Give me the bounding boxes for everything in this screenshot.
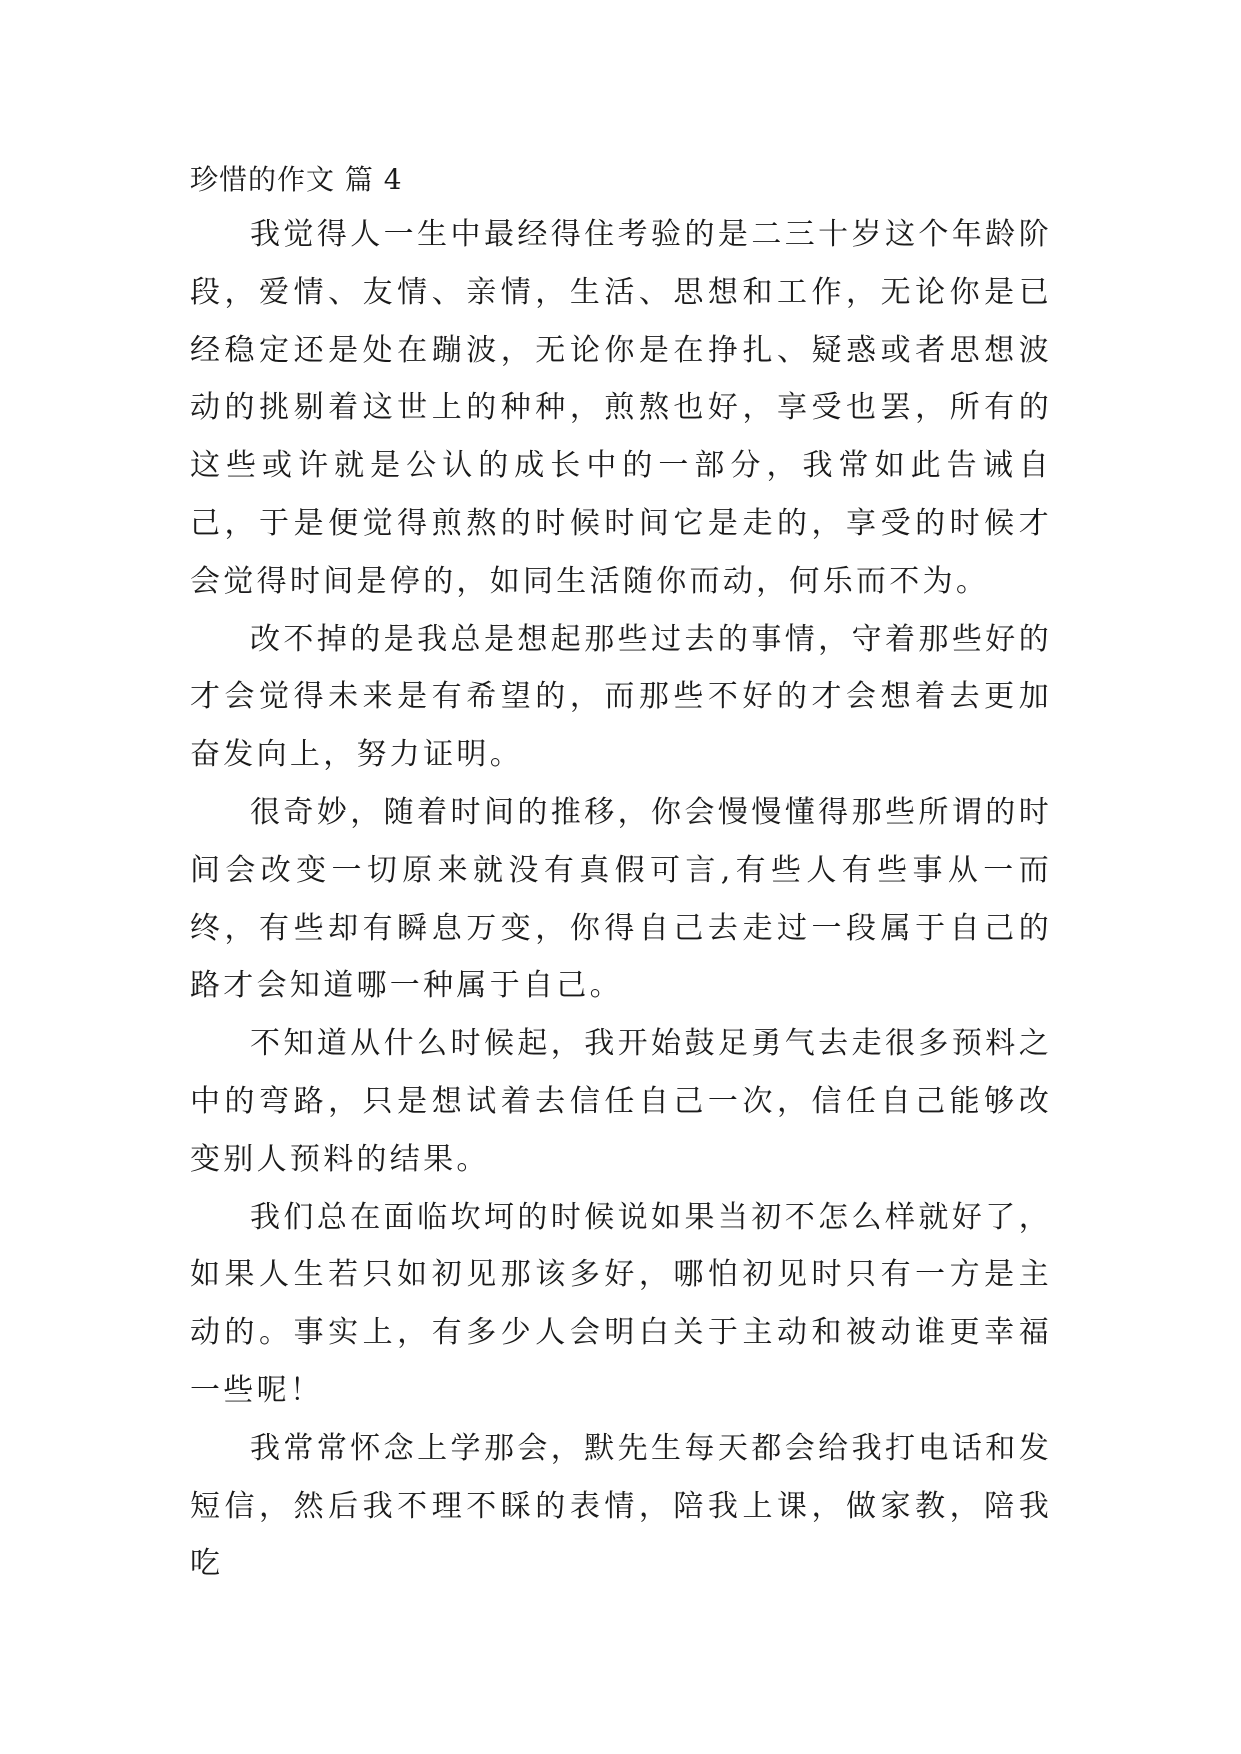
paragraph-6: 我常常怀念上学那会，默先生每天都会给我打电话和发短信，然后我不理不睬的表情，陪我上课，做家教，陪我吃 <box>190 1430 1052 1582</box>
paragraph-2: 改不掉的是我总是想起那些过去的事情，守着那些好的才会觉得未来是有希望的，而那些不好的才会想着去更加奋发向上，努力证明。 <box>190 621 1052 773</box>
paragraph-3: 很奇妙，随着时间的推移，你会慢慢懂得那些所谓的时间会改变一切原来就没有真假可言,有些人有些事从一而终，有些却有瞬息万变，你得自己去走过一段属于自己的路才会知道哪一种属于自己。 <box>190 794 1052 1004</box>
document-title: 珍惜的作文 篇 4 <box>190 163 403 196</box>
paragraph-4: 不知道从什么时候起，我开始鼓足勇气去走很多预料之中的弯路，只是想试着去信任自己一次，信任自己能够改变别人预料的结果。 <box>190 1026 1052 1177</box>
document-body <box>190 160 1052 1593</box>
paragraph-5: 我们总在面临坎坷的时候说如果当初不怎么样就好了，如果人生若只如初见那该多好，哪怕初见时只有一方是主动的。事实上，有多少人会明白关于主动和被动谁更幸福一些呢！ <box>190 1199 1052 1408</box>
paragraph-1: 我觉得人一生中最经得住考验的是二三十岁这个年龄阶段，爱情、友情、亲情，生活、思想和工作，无论你是已经稳定还是处在蹦波，无论你是在挣扎、疑惑或者思想波动的挑剔着这世上的种种，煎熬也好，享受也罢，所有的这些或许就是公认的成长中的一部分，我常如此告诫自己，于是便觉得煎熬的时候时间它是走的，享受的时候才会觉得时间是停的，如同生活随你而动，何乐而不为。 <box>190 217 1052 599</box>
